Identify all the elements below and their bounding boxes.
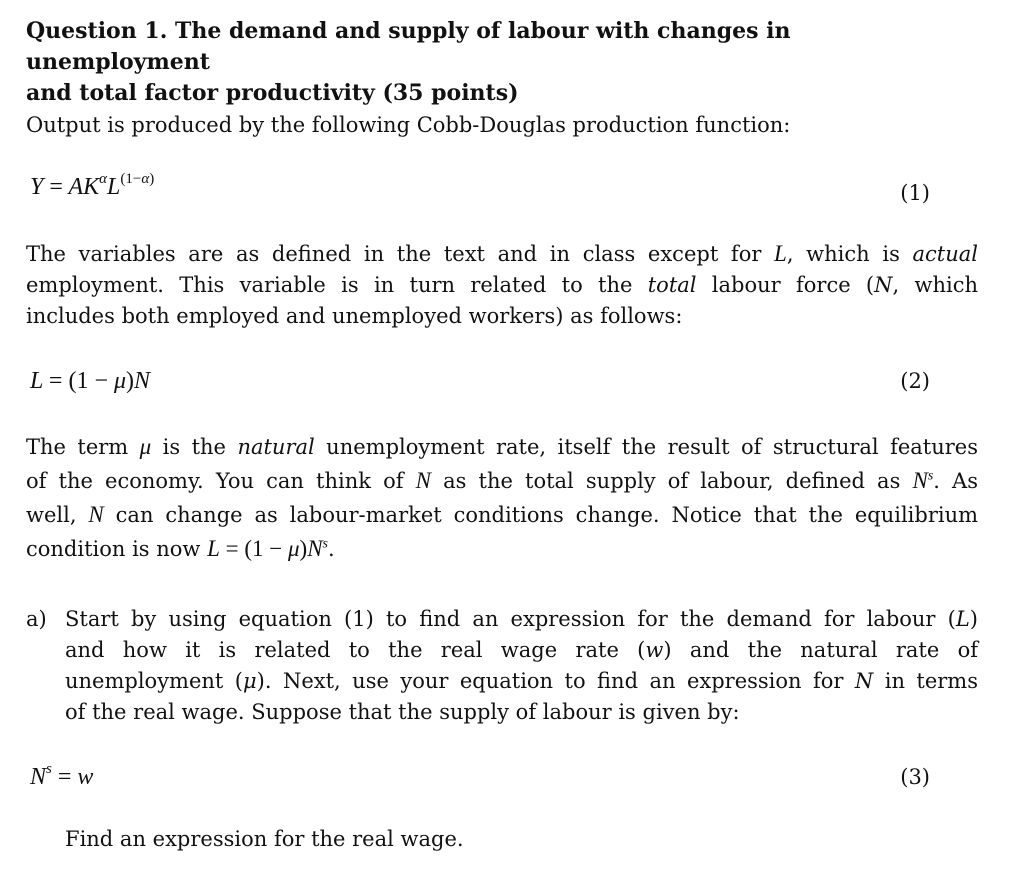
equation-3: $N^s = w$ [30, 761, 94, 790]
para3-line-4: condition is now $L = (1 - \mu)N^s$. [26, 536, 335, 561]
final-instruction: Find an expression for the real wage. [65, 827, 464, 851]
qa-line-4: of the real wage. Suppose that the supply of labour is given by: [65, 700, 740, 724]
para2-line-1: The variables are as defined in the text and in class except for L, which is actual [26, 241, 978, 266]
variables-paragraph [26, 238, 978, 332]
question-a-marker: a) [26, 607, 47, 631]
equation-2-number: (2) [900, 369, 930, 393]
natural-rate-paragraph [26, 430, 978, 566]
equation-2: L = (1 − μ)N [30, 368, 151, 394]
question-heading [26, 16, 978, 109]
para3-line-3: well, N can change as labour-market conditions change. Notice that the equilibrium [26, 502, 979, 527]
equation-3-number: (3) [900, 765, 930, 789]
heading-line-1: Question 1. The demand and supply of labour with changes in unemployment [26, 18, 791, 75]
para3-line-2: of the economy. You can think of N as the total supply of labour, defined as $N^s$. As [26, 468, 978, 493]
qa-line-1: Start by using equation (1) to find an expression for the demand for labour (L) [65, 607, 978, 631]
intro-text: Output is produced by the following Cobb-Douglas production function: [26, 113, 791, 137]
heading-line-2: and total factor productivity (35 points) [26, 80, 519, 106]
qa-line-3: unemployment (μ). Next, use your equation to find an expression for N in terms [65, 669, 978, 693]
para2-line-2: employment. This variable is in turn related to the total labour force (N, which [26, 273, 978, 297]
qa-line-2: and how it is related to the real wage rate (w) and the natural rate of [65, 638, 978, 662]
para3-line-1: The term μ is the natural unemployment rate, itself the result of structural features [26, 434, 978, 459]
para2-line-3: includes both employed and unemployed workers) as follows: [26, 304, 683, 328]
question-a-text [65, 604, 978, 728]
equation-1: $Y = AK^\alpha L^{(1-\alpha)}$ [30, 171, 155, 200]
equation-1-number: (1) [900, 181, 930, 205]
